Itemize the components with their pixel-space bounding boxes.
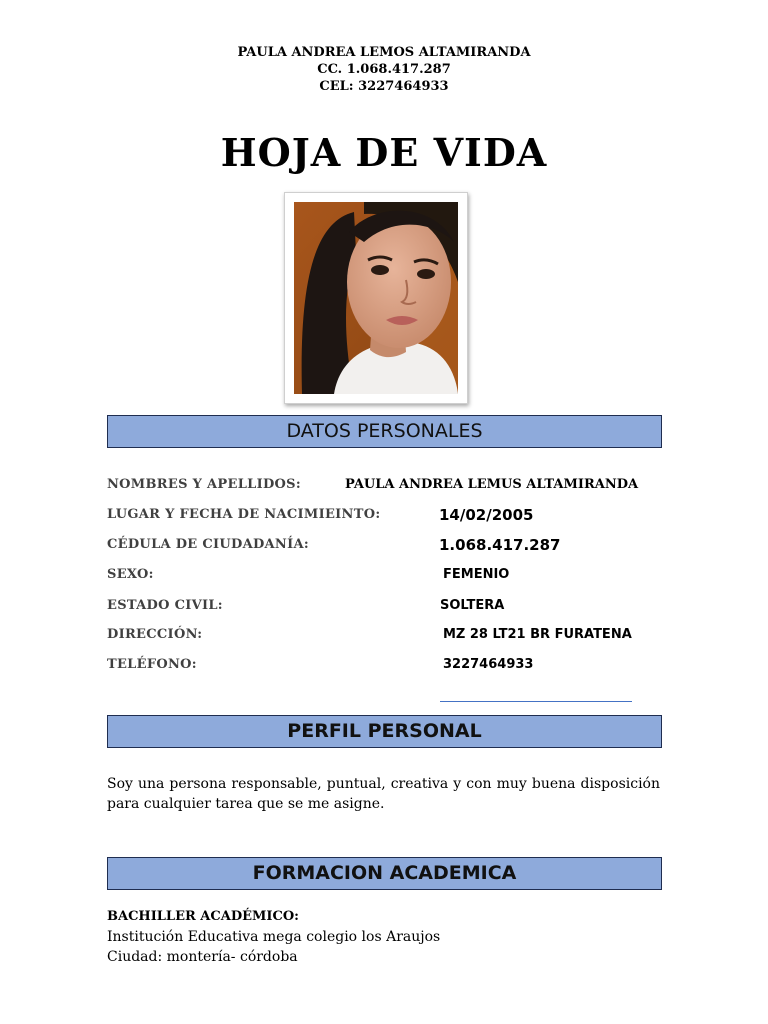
label-id-number: CÉDULA DE CIUDADANÍA: [107,537,309,552]
education-block [107,907,660,967]
value-birth: 14/02/2005 [439,506,534,524]
header-cel: CEL: 3227464933 [319,79,449,94]
value-sex: FEMENIO [443,567,510,582]
label-full-name: NOMBRES Y APELLIDOS: [107,477,301,492]
value-address: MZ 28 LT21 BR FURATENA [443,627,632,642]
document-header [0,44,768,95]
profile-photo [284,192,468,404]
section-education: FORMACION ACADEMICA [107,857,662,890]
header-cc: CC. 1.068.417.287 [317,62,451,77]
divider-line [440,701,632,702]
label-sex: SEXO: [107,567,154,582]
label-civil-status: ESTADO CIVIL: [107,598,223,613]
value-phone: 3227464933 [443,657,534,672]
section-personal-data: DATOS PERSONALES [107,415,662,448]
label-birth: LUGAR Y FECHA DE NACIMIEINTO: [107,507,381,522]
value-id-number: 1.068.417.287 [439,536,561,554]
profile-text: Soy una persona responsable, puntual, creativa y con muy buena disposición para cualquier tarea que se me asigne. [107,776,660,812]
page-title: HOJA DE VIDA [220,130,548,175]
value-civil-status: SOLTERA [440,598,505,613]
section-profile: PERFIL PERSONAL [107,715,662,748]
education-institution: Institución Educativa mega colegio los Araujos [107,929,441,945]
portrait-image [294,202,458,394]
education-title: BACHILLER ACADÉMICO: [107,909,299,924]
label-phone: TELÉFONO: [107,657,197,672]
education-city: Ciudad: montería- córdoba [107,949,298,965]
header-name: PAULA ANDREA LEMOS ALTAMIRANDA [237,45,531,60]
value-full-name: PAULA ANDREA LEMUS ALTAMIRANDA [345,477,639,492]
label-address: DIRECCIÓN: [107,627,203,642]
